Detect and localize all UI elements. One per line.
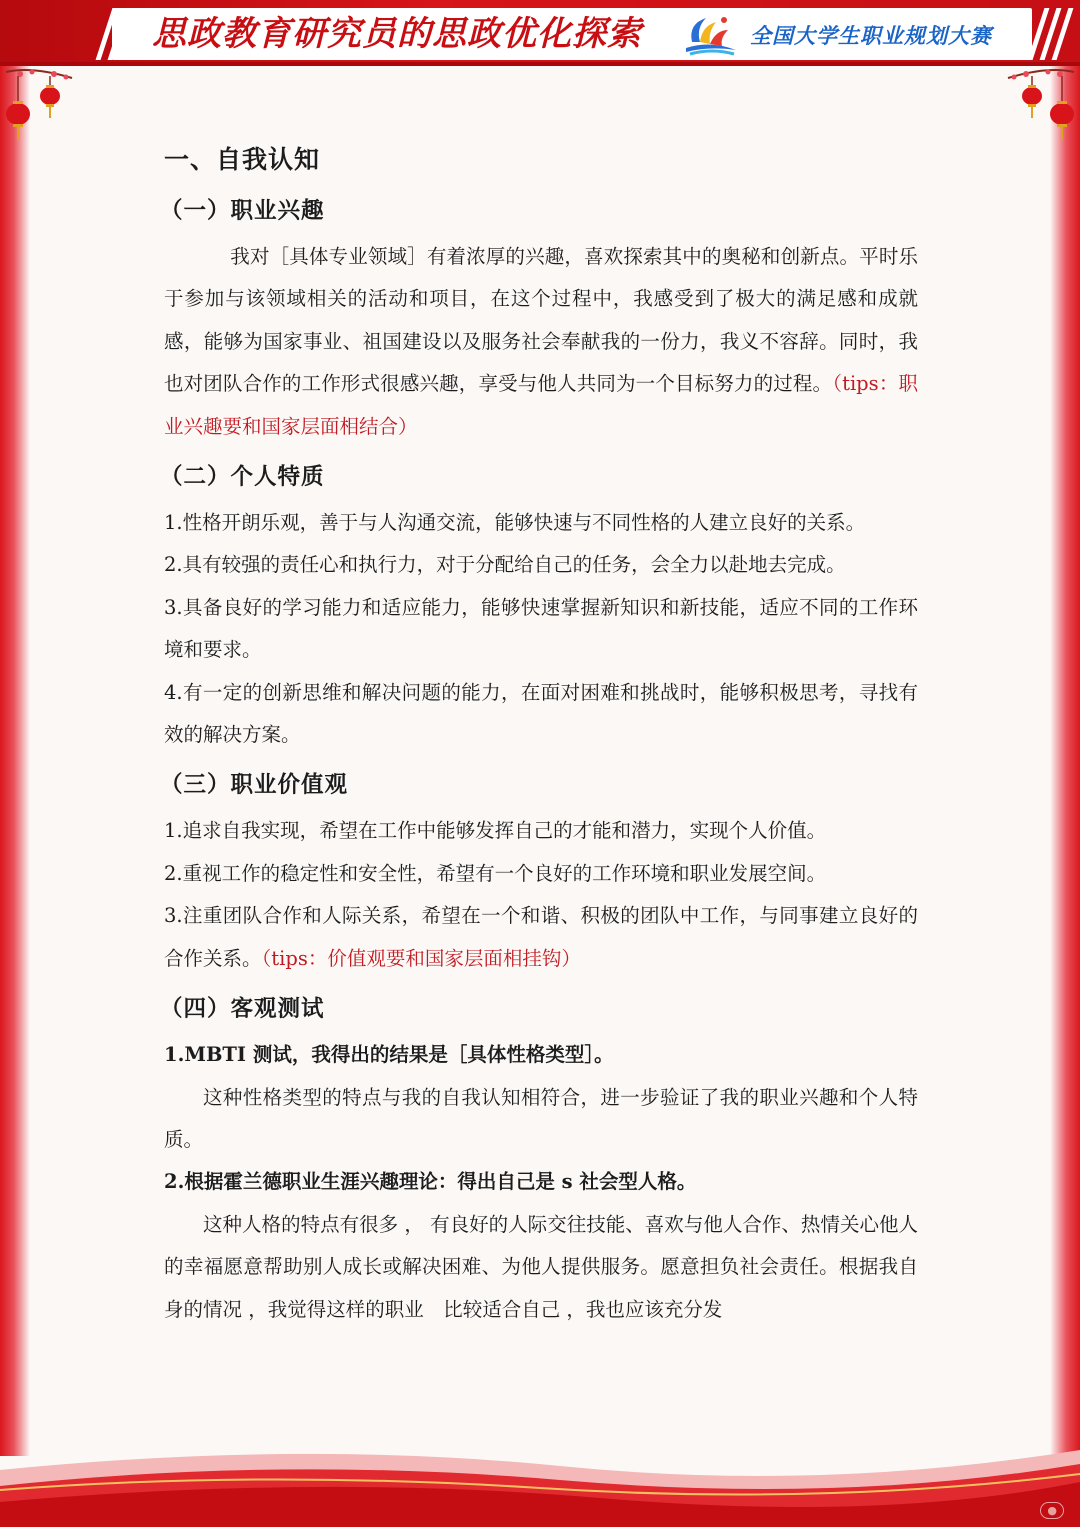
right-border (1050, 66, 1080, 1456)
competition-logo-icon (682, 12, 738, 58)
left-border (0, 66, 30, 1456)
traits-heading: （二）个人特质 (160, 464, 325, 491)
list-item: 1.追求自我实现，希望在工作中能够发挥自己的才能和潜力，实现个人价值。 (164, 819, 827, 843)
list-item: 2.具有较强的责任心和执行力，对于分配给自己的任务，会全力以赴地去完成。 (164, 553, 846, 577)
values-tip: （tips：价值观要和国家层面相挂钩） (261, 946, 581, 970)
list-item: 4.有一定的创新思维和解决问题的能力，在面对困难和挑战时，能够积极思考，寻找有效的解决方案。 (164, 680, 918, 747)
list-item: 2.重视工作的稳定性和安全性，希望有一个良好的工作环境和职业发展空间。 (164, 861, 827, 885)
bottom-wave (0, 1430, 1080, 1527)
list-item: 3.注重团队合作和人际关系，希望在一个和谐、积极的团队中工作，与同事建立良好的合作关系。（tips：价值观要和国家层面相挂钩） (164, 904, 918, 970)
lantern-right-icon (998, 64, 1078, 144)
list-item: 1.性格开朗乐观，善于与人沟通交流，能够快速与不同性格的人建立良好的关系。 (164, 511, 866, 535)
watermark-badge: ● (1040, 1502, 1064, 1519)
list-item: 3.具备良好的学习能力和适应能力，能够快速掌握新知识和新技能，适应不同的工作环境和要求。 (164, 595, 918, 662)
tests-heading: （四）客观测试 (160, 996, 325, 1023)
mbti-title: 1.MBTI 测试，我得出的结果是［具体性格类型］。 (164, 1043, 614, 1067)
lantern-left-icon (2, 64, 82, 144)
document-body (160, 138, 918, 1331)
values-heading: （三）职业价值观 (160, 772, 349, 799)
interest-paragraph: 我对［具体专业领域］有着浓厚的兴趣，喜欢探索其中的奥秘和创新点。平时乐于参加与该领域相关的活动和项目，在这个过程中，我感受到了极大的满足感和成就感，能够为国家事业、祖国建设以及服务社会奉献我的一份力，我义不容辞。同时，我也对团队合作的工作形式很感兴趣，享受与他人共同为一个目标努力的过程。（tips：职业兴趣要和国家层面相结合） (164, 245, 918, 438)
header-title: 思政教育研究员的思政优化探索 (152, 14, 642, 54)
header-subtitle: 全国大学生职业规划大赛 (750, 24, 992, 48)
interest-heading: （一）职业兴趣 (160, 198, 325, 224)
interest-tip: （tips：职业兴趣要和国家层面相结合） (164, 372, 918, 438)
section-heading: 一、自我认知 (164, 145, 321, 174)
header-banner (0, 0, 1080, 66)
header-strip (0, 62, 1080, 66)
mbti-text: 这种性格类型的特点与我的自我认知相符合，进一步验证了我的职业兴趣和个人特质。 (164, 1085, 918, 1151)
holland-text: 这种人格的特点有很多 ， 有良好的人际交往技能、喜欢与他人合作、热情关心他人的幸福愿意帮助别人成长或解决困难、为他人提供服务。愿意担负社会责任。根据我自身的情况 ，我觉得这样的职业 比较适合自己 ，我也应该充分发 (164, 1212, 918, 1321)
holland-title: 2.根据霍兰德职业生涯兴趣理论：得出自己是 s 社会型人格。 (164, 1170, 697, 1194)
